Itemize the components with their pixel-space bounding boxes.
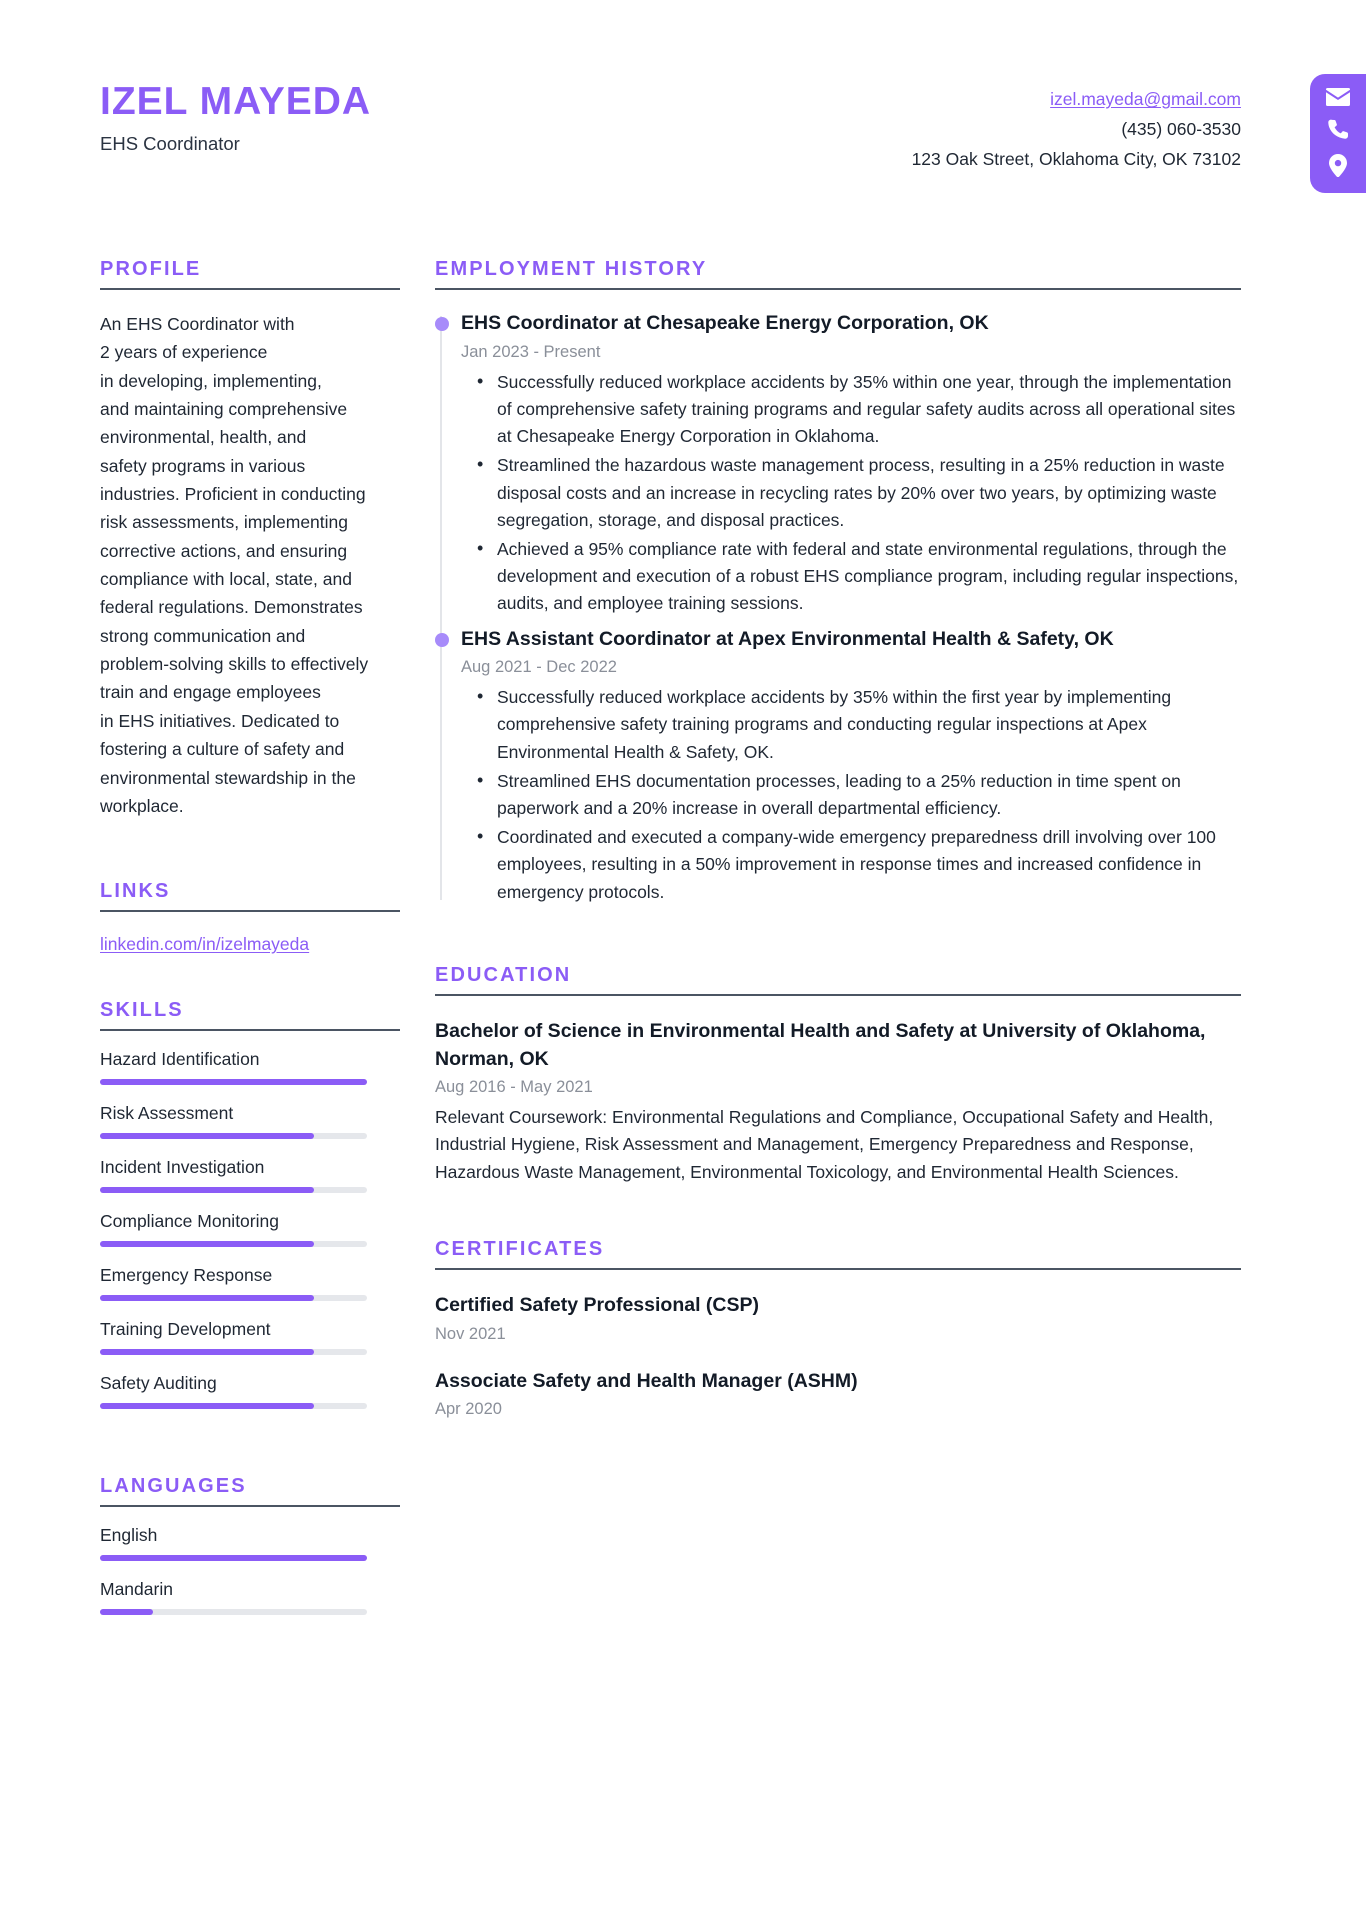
skill-item — [100, 1373, 400, 1409]
section-heading-employment: EMPLOYMENT HISTORY — [435, 258, 708, 280]
contact-phone: (435) 060-3530 — [1121, 119, 1241, 140]
envelope-icon — [1326, 88, 1350, 106]
profile-line: train and engage employees — [100, 682, 321, 703]
skill-item-label: Safety Auditing — [100, 1373, 217, 1394]
section-divider — [100, 910, 400, 912]
language-item — [100, 1525, 400, 1561]
skill-item-track — [100, 1295, 367, 1301]
profile-line: 2 years of experience — [100, 342, 268, 363]
section-divider — [100, 1505, 400, 1507]
education-description: Relevant Coursework: Environmental Regulations and Compliance, Occupational Safety and Health, Industrial Hygiene, Risk Assessment and Management, Emergency Preparedness and Response, Hazardous Waste Management, Environmental Toxicology, and Environmental Health Sciences. — [435, 1107, 1214, 1182]
skill-item-track — [100, 1241, 367, 1247]
section-skills — [100, 999, 400, 1409]
section-heading-skills: SKILLS — [100, 999, 184, 1022]
languages-list — [100, 1525, 400, 1615]
skill-item-label: Emergency Response — [100, 1265, 273, 1286]
education-entry — [435, 1018, 1241, 1186]
skill-item-track — [100, 1187, 367, 1193]
certificate-date: Apr 2020 — [435, 1400, 502, 1419]
section-heading-links: LINKS — [100, 880, 171, 903]
profile-line: risk assessments, implementing — [100, 512, 348, 533]
section-employment-history — [435, 258, 1241, 906]
profile-line: strong communication and — [100, 625, 306, 646]
timeline-dot-icon — [435, 633, 449, 647]
link-item[interactable]: linkedin.com/in/izelmayeda — [100, 934, 310, 955]
skill-item-label: Risk Assessment — [100, 1103, 234, 1124]
profile-line: in EHS initiatives. Dedicated to — [100, 710, 340, 731]
skill-item-label: Hazard Identification — [100, 1049, 260, 1070]
employment-bullet: • Achieved a 95% compliance rate with federal and state environmental regulations, through the development and execution of a robust EHS compliance program, including regular inspections, audits, and employee training sessions. — [497, 536, 1241, 618]
section-certificates — [435, 1238, 1241, 1419]
section-divider — [100, 288, 400, 290]
language-item — [100, 1579, 400, 1615]
section-divider — [435, 1268, 1241, 1270]
certificate-title: Certified Safety Professional (CSP) — [435, 1293, 759, 1316]
candidate-job-title: EHS Coordinator — [100, 132, 240, 154]
skill-item-track — [100, 1079, 367, 1085]
profile-line: safety programs in various — [100, 455, 306, 476]
section-divider — [435, 994, 1241, 996]
employment-entry — [461, 626, 1241, 906]
employment-entry — [461, 310, 1241, 618]
links-list — [100, 934, 400, 955]
section-divider — [100, 1029, 400, 1031]
employment-bullets — [461, 684, 1241, 906]
profile-line: federal regulations. Demonstrates — [100, 597, 363, 618]
location-pin-icon — [1329, 154, 1347, 177]
skill-item-track — [100, 1403, 367, 1409]
employment-date: Jan 2023 - Present — [461, 342, 601, 361]
skill-item-fill — [100, 1187, 314, 1193]
main-column — [435, 200, 1366, 1419]
certificate-entry — [435, 1292, 1241, 1344]
language-item-track — [100, 1609, 367, 1615]
profile-line: and maintaining comprehensive — [100, 399, 348, 420]
education-title: Bachelor of Science in Environmental Health and Safety at University of Oklahoma, Norman, OK — [435, 1019, 1206, 1070]
profile-line: in developing, implementing, — [100, 370, 322, 391]
section-heading-languages: LANGUAGES — [100, 1475, 247, 1498]
employment-date: Aug 2021 - Dec 2022 — [461, 658, 617, 677]
contact-details — [912, 84, 1241, 174]
employment-bullet: • Successfully reduced workplace accidents by 35% within the first year by implementing comprehensive safety training programs and conducting regular inspections at Apex Environmental Health & Safety, OK. — [497, 684, 1241, 766]
phone-icon — [1327, 119, 1349, 141]
employment-title: EHS Coordinator at Chesapeake Energy Corporation, OK — [461, 312, 989, 334]
profile-line: fostering a culture of safety and — [100, 739, 345, 760]
employment-bullet: • Streamlined the hazardous waste management process, resulting in a 25% reduction in waste disposal costs and an increase in recycling rates by 20% over two years, by optimizing waste segregation, storage, and disposal practices. — [497, 452, 1241, 534]
timeline-dot-icon — [435, 317, 449, 331]
profile-line: problem-solving skills to effectively — [100, 654, 369, 675]
skill-item — [100, 1319, 400, 1355]
skill-item-fill — [100, 1241, 314, 1247]
skill-item-track — [100, 1133, 367, 1139]
language-item-fill — [100, 1609, 153, 1615]
employment-bullet: • Coordinated and executed a company-wide emergency preparedness drill involving over 100 employees, resulting in a 50% improvement in response times and increased confidence in emergency protocols. — [497, 824, 1241, 906]
section-heading-education: EDUCATION — [435, 963, 572, 986]
skill-item-label: Incident Investigation — [100, 1157, 265, 1178]
employment-bullet: • Successfully reduced workplace accidents by 35% within one year, through the implementation of comprehensive safety training programs and regular safety audits across all operational sites at Chesapeake Energy Corporation in Oklahoma. — [497, 369, 1241, 451]
language-item-label: English — [100, 1525, 158, 1546]
certificate-date: Nov 2021 — [435, 1324, 506, 1343]
skill-item-fill — [100, 1403, 314, 1409]
section-heading-certificates: CERTIFICATES — [435, 1237, 605, 1260]
contact-email[interactable]: izel.mayeda@gmail.com — [1050, 89, 1241, 109]
profile-line: workplace. — [100, 795, 184, 816]
skill-item — [100, 1049, 400, 1085]
section-languages — [100, 1475, 400, 1615]
skill-item — [100, 1157, 400, 1193]
certificate-entry — [435, 1368, 1241, 1420]
employment-timeline — [435, 310, 1241, 906]
profile-line: environmental, health, and — [100, 427, 307, 448]
employment-bullet: • Streamlined EHS documentation processes, leading to a 25% reduction in time spent on paperwork and a 20% increase in overall departmental efficiency. — [497, 768, 1241, 822]
section-heading-profile: PROFILE — [100, 258, 202, 280]
language-item-track — [100, 1555, 367, 1561]
section-links — [100, 880, 400, 955]
language-item-label: Mandarin — [100, 1579, 173, 1600]
skills-list — [100, 1049, 400, 1409]
employment-title: EHS Assistant Coordinator at Apex Environmental Health & Safety, OK — [461, 627, 1114, 650]
skill-item-fill — [100, 1079, 367, 1085]
education-list — [435, 1018, 1241, 1186]
education-date: Aug 2016 - May 2021 — [435, 1078, 593, 1097]
resume-header — [0, 0, 1366, 200]
skill-item — [100, 1265, 400, 1301]
skill-item-fill — [100, 1349, 314, 1355]
skill-item — [100, 1211, 400, 1247]
certificate-title: Associate Safety and Health Manager (ASHM) — [435, 1369, 858, 1392]
skill-item-fill — [100, 1295, 314, 1301]
sidebar-column — [0, 200, 435, 1633]
profile-line: environmental stewardship in the — [100, 767, 356, 788]
certificates-list — [435, 1292, 1241, 1419]
skill-item-fill — [100, 1133, 314, 1139]
profile-line: An EHS Coordinator with — [100, 314, 295, 334]
language-item-fill — [100, 1555, 367, 1561]
skill-item-label: Training Development — [100, 1319, 271, 1340]
identity-block — [100, 82, 371, 155]
skill-item-track — [100, 1349, 367, 1355]
contact-address: 123 Oak Street, Oklahoma City, OK 73102 — [911, 149, 1241, 170]
candidate-name: IZEL MAYEDA — [100, 80, 372, 123]
profile-line: industries. Proficient in conducting — [100, 484, 366, 505]
contact-icon-tab — [1310, 74, 1366, 193]
profile-line: compliance with local, state, and — [100, 569, 352, 590]
section-divider — [435, 288, 1241, 290]
employment-bullets — [461, 369, 1241, 618]
skill-item-label: Compliance Monitoring — [100, 1211, 279, 1232]
skill-item — [100, 1103, 400, 1139]
profile-line: corrective actions, and ensuring — [100, 540, 348, 561]
resume-body — [0, 200, 1366, 1633]
section-profile — [100, 258, 400, 820]
section-education — [435, 964, 1241, 1186]
profile-summary — [100, 310, 400, 820]
